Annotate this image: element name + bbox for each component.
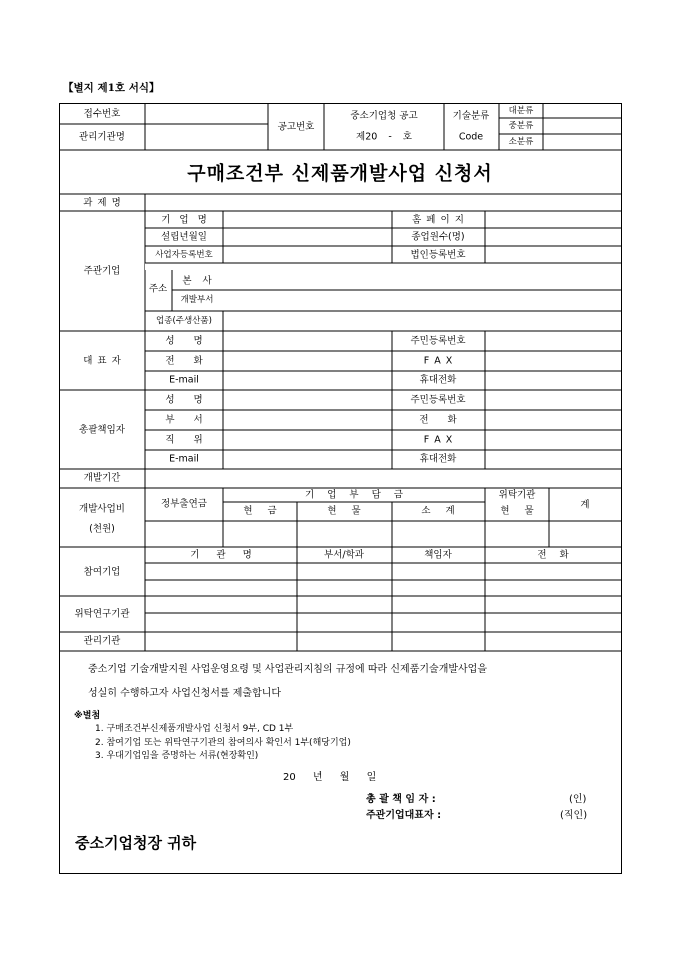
total-label: 계 bbox=[580, 499, 590, 511]
attachment-item: 2. 참여기업 또는 위탁연구기관의 참여의사 확인서 1부(해당기업) bbox=[95, 738, 351, 748]
signature-manager-seal: (인) bbox=[569, 794, 587, 805]
middle-class-label: 중분류 bbox=[508, 120, 534, 131]
corp-reg-no-label: 법인등록번호 bbox=[410, 249, 466, 261]
rep-resident-no-label: 주민등록번호 bbox=[410, 335, 466, 347]
minor-class-label: 소분류 bbox=[508, 136, 534, 147]
tech-class-label: 기술분류 bbox=[452, 110, 490, 122]
document-title: 구매조건부 신제품개발사업 신청서 bbox=[187, 162, 493, 185]
homepage-label: 홈 페 이 지 bbox=[412, 214, 464, 226]
company-share-label: 기 업 부 담 금 bbox=[305, 489, 403, 501]
gm-name-label: 성 명 bbox=[165, 394, 203, 406]
phone-header: 전 화 bbox=[537, 549, 569, 561]
statement-line-1: 중소기업 기술개발지원 사업운영요령 및 사업관리지침의 규정에 따라 신제품기술개발사업을 bbox=[88, 664, 487, 675]
rep-fax-label: F A X bbox=[423, 355, 453, 367]
consign-in-kind-label: 현 물 bbox=[500, 505, 534, 517]
notice-number: 제20 - 호 bbox=[356, 131, 412, 143]
gm-email-label: E-mail bbox=[169, 453, 199, 465]
addressee: 중소기업청장 귀하 bbox=[75, 834, 197, 852]
dept-header: 부서/학과 bbox=[324, 549, 364, 561]
rep-email-label: E-mail bbox=[169, 374, 199, 386]
gm-phone-label: 전 화 bbox=[419, 414, 457, 426]
representative-label: 대 표 자 bbox=[83, 355, 121, 367]
manager-org-label: 관리기관명 bbox=[79, 131, 125, 143]
rep-phone-label: 전 화 bbox=[165, 355, 203, 367]
management-org-label: 관리기관 bbox=[83, 635, 121, 647]
founded-label: 설립년월일 bbox=[161, 231, 207, 243]
attachments-heading: ※별첨 bbox=[74, 711, 101, 721]
consign-org-label: 위탁기관 bbox=[498, 489, 536, 501]
gm-resident-no-label: 주민등록번호 bbox=[410, 394, 466, 406]
rep-name-label: 성 명 bbox=[165, 335, 203, 347]
signature-rep-label: 주관기업대표자 : bbox=[366, 810, 442, 821]
major-class-label: 대분류 bbox=[508, 105, 534, 116]
gm-position-label: 직 위 bbox=[165, 434, 203, 446]
dev-period-label: 개발기간 bbox=[83, 472, 121, 484]
attachment-item: 1. 구매조건부신제품개발사업 신청서 9부, CD 1부 bbox=[95, 724, 294, 734]
project-name-label: 과 제 명 bbox=[83, 197, 121, 209]
industry-label: 업종(주생산품) bbox=[156, 315, 212, 326]
code-label: Code bbox=[458, 131, 484, 143]
company-name-label: 기 업 명 bbox=[161, 214, 207, 226]
head-office-label: 본 사 bbox=[182, 275, 212, 287]
cash-label: 현 금 bbox=[243, 505, 277, 517]
attachment-item: 3. 우대기업임을 증명하는 서류(현장확인) bbox=[95, 751, 259, 761]
notice-title: 중소기업청 공고 bbox=[350, 110, 418, 122]
gm-dept-label: 부 서 bbox=[165, 414, 203, 426]
signature-manager-label: 총 괄 책 임 자 : bbox=[366, 794, 436, 805]
host-company-label: 주관기업 bbox=[83, 265, 121, 277]
statement-line-2: 성실히 수행하고자 사업신청서를 제출합니다 bbox=[88, 688, 282, 699]
dev-cost-label: 개발사업비 bbox=[79, 503, 125, 515]
notice-no-label: 공고번호 bbox=[277, 121, 315, 133]
employees-label: 종업원수(명) bbox=[411, 231, 465, 243]
receipt-no-label: 접수번호 bbox=[83, 108, 121, 120]
participants-label: 참여기업 bbox=[83, 566, 121, 578]
consign-research-label: 위탁연구기관 bbox=[74, 608, 130, 620]
form-label: 【별지 제1호 서식】 bbox=[63, 82, 160, 94]
gov-fund-label: 정부출연금 bbox=[161, 498, 207, 510]
subtotal-label: 소 계 bbox=[421, 505, 455, 517]
gm-fax-label: F A X bbox=[423, 434, 453, 446]
biz-reg-no-label: 사업자등록번호 bbox=[155, 249, 213, 260]
address-label: 주소 bbox=[148, 283, 168, 295]
dev-cost-unit: (천원) bbox=[89, 523, 115, 535]
general-manager-label: 총괄책임자 bbox=[79, 424, 125, 436]
gm-mobile-label: 휴대전화 bbox=[419, 453, 457, 465]
dev-dept-label: 개발부서 bbox=[180, 294, 214, 305]
in-kind-label: 현 물 bbox=[327, 505, 361, 517]
org-name-header: 기 관 명 bbox=[190, 549, 252, 561]
signature-rep-seal: (직인) bbox=[560, 810, 588, 821]
date-line: 20 년 월 일 bbox=[283, 772, 377, 783]
rep-mobile-label: 휴대전화 bbox=[419, 374, 457, 386]
manager-header: 책임자 bbox=[424, 549, 452, 561]
